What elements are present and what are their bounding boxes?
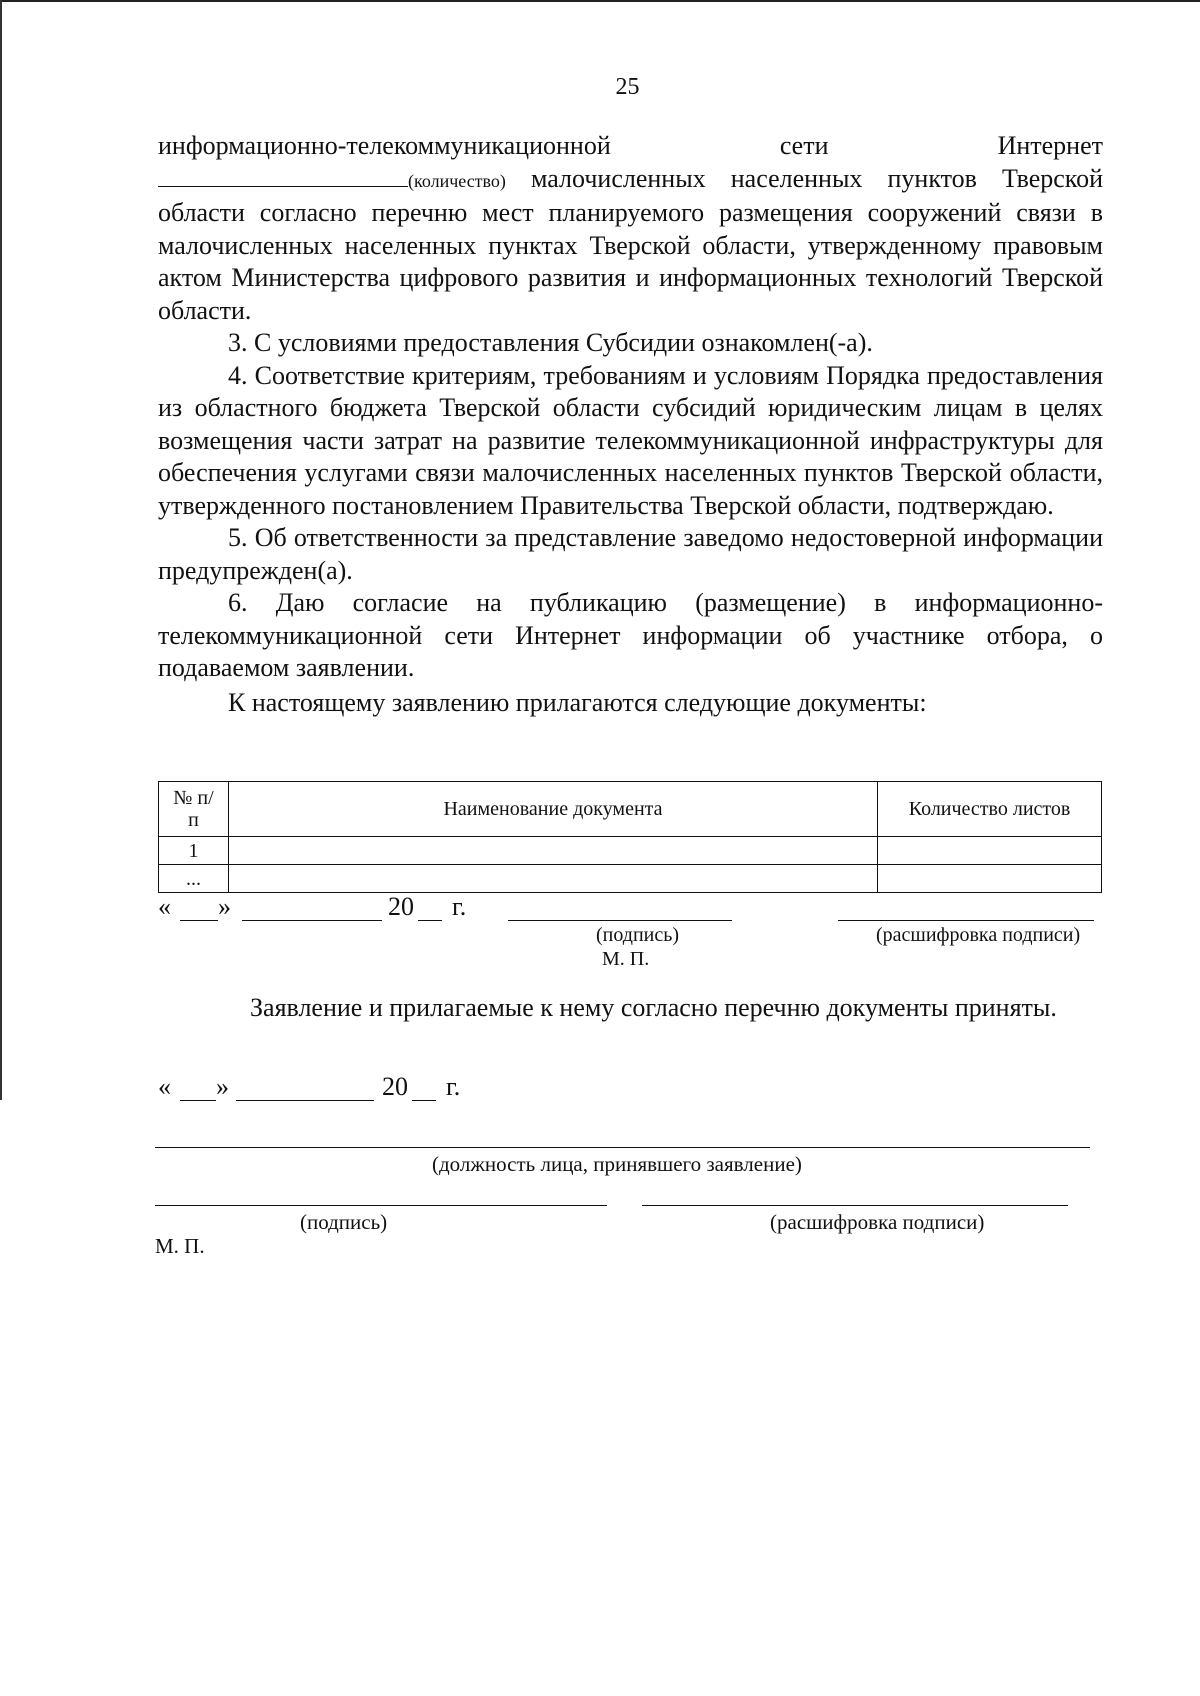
intro-word: сети [779,131,829,160]
scan-border-top [0,0,1200,2]
stamp-caption: М. П. [602,948,650,970]
year2-suffix: г. [446,1072,461,1101]
bottom-signature-line[interactable] [155,1205,607,1206]
signature-line[interactable] [508,920,732,921]
item-5: 5. Об ответственности за представление заведомо недостоверной информации предупрежден(а). [158,523,1103,585]
header-sheet-count: Количество листов [878,782,1102,837]
scan-border-left [0,0,2,1100]
month-blank[interactable] [242,920,382,921]
date2-open-quote: « [158,1072,171,1101]
day2-blank[interactable] [180,1100,216,1101]
table-cell: ... [159,865,229,893]
table-header-row [159,782,1102,837]
position-line[interactable] [155,1147,1090,1148]
month2-blank[interactable] [236,1100,374,1101]
intro-first-line [158,130,1103,163]
date-close-quote: » [218,892,231,921]
accepted-paragraph: Заявление и прилагаемые к нему согласно перечню документы приняты. [250,993,1057,1022]
bottom-decoding-line[interactable] [642,1205,1068,1206]
year-blank[interactable] [418,920,442,921]
year-suffix: г. [452,892,467,921]
signature-decoding-line[interactable] [838,920,1094,921]
header-number: № п/п [159,782,229,837]
day-blank[interactable] [180,920,218,921]
intro-word: Интернет [997,131,1103,160]
header-document-name: Наименование документа [228,782,877,837]
date-open-quote: « [158,892,171,921]
signature-caption: (подпись) [596,924,680,946]
year-prefix: 20 [388,892,414,921]
position-caption: (должность лица, принявшего заявление) [432,1152,802,1176]
item-4: 4. Соответствие критериям, требованиям и условиям Порядка предоставления из областного бюджета Тверской области субсидий юридическим лицам в целях возмещения части затрат на развитие телекоммуникационной инфраструктуры для обеспечения услугами связи малочисленных населенных пунктов Тверской области, утвержденного постановлением Правительства Тверской области, подтверждаю. [158,360,1103,520]
intro-rest: малочисленных населенных пунктов Тверской области согласно перечню мест планируемого размещения сооружений связи в малочисленных населенных пунктах Тверской области, утвержденному правовым актом Министерства цифрового развития и информационных технологий Тверской области. [158,163,1103,325]
attachments-heading: К настоящему заявлению прилагаются следующие документы: [228,687,927,717]
intro-paragraph [158,163,1103,328]
year2-blank[interactable] [412,1100,436,1101]
page-number: 25 [615,74,640,100]
bottom-signature-caption: (подпись) [300,1210,388,1234]
table-cell[interactable] [228,865,877,893]
year2-prefix: 20 [382,1072,408,1101]
quantity-hint: (количество) [408,170,506,191]
table-cell[interactable] [228,837,877,865]
table-cell: 1 [159,837,229,865]
document-body [158,130,1103,719]
table-row [159,865,1102,893]
decoding-caption: (расшифровка подписи) [876,924,1081,946]
bottom-stamp-caption: М. П. [155,1234,205,1258]
date2-close-quote: » [216,1072,229,1101]
table-cell[interactable] [878,865,1102,893]
item-3: 3. С условиями предоставления Субсидии ознакомлен(-а). [228,328,873,357]
quantity-blank[interactable] [158,164,408,187]
documents-table [158,781,1102,893]
table-row [159,837,1102,865]
bottom-decoding-caption: (расшифровка подписи) [770,1210,985,1234]
intro-word: информационно-телекоммуникационной [158,131,611,160]
item-6: 6. Даю согласие на публикацию (размещение) в информационно-телекоммуникационной сети Интернет информации об участнике отбора, о подаваемом заявлении. [158,588,1103,682]
table-cell[interactable] [878,837,1102,865]
